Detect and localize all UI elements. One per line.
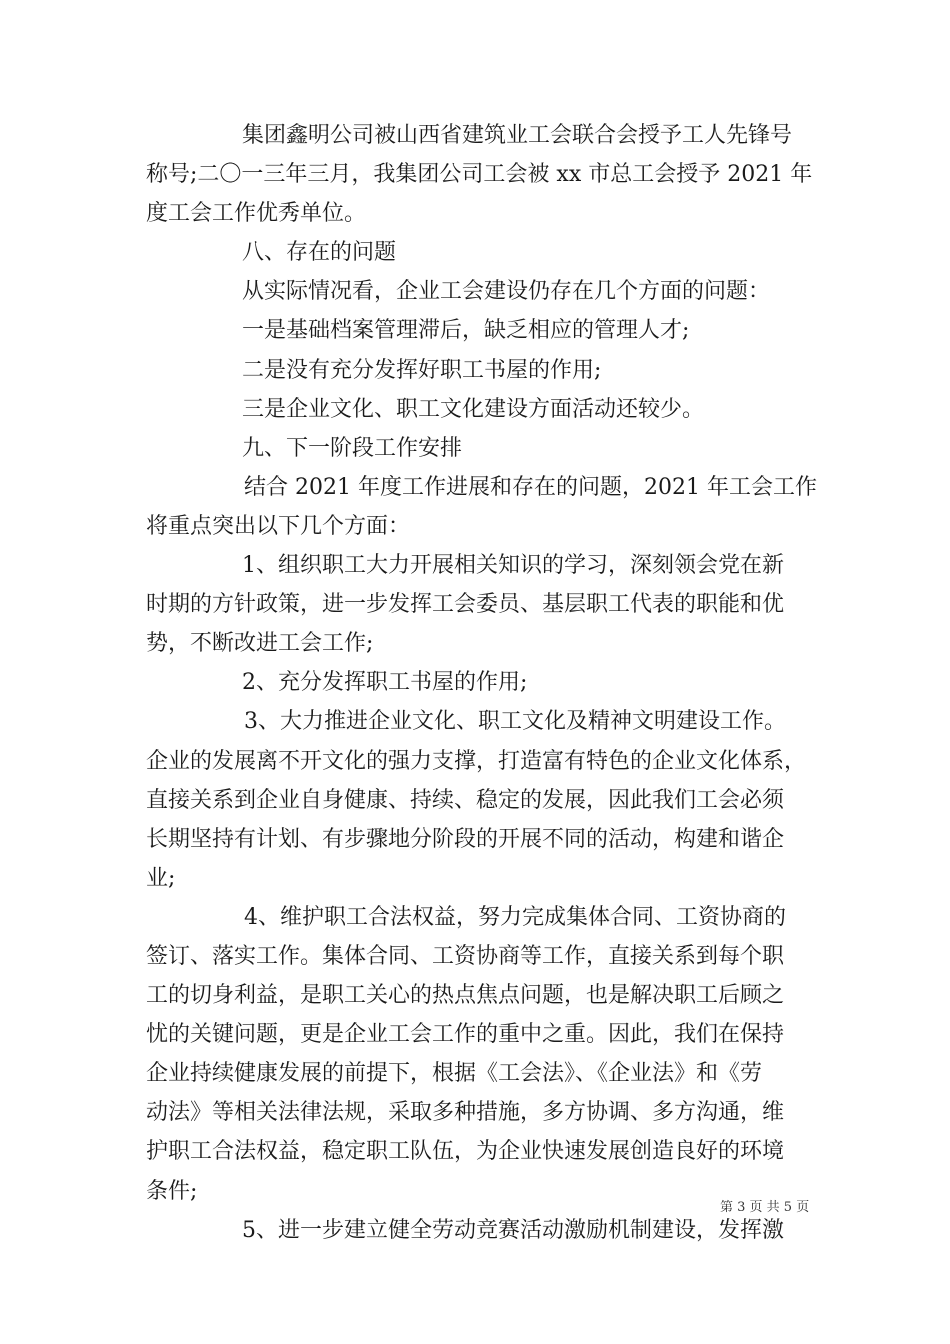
heading-problems <box>146 233 806 272</box>
heading-next-plan <box>146 429 806 468</box>
text-line: 从实际情况看，企业工会建设仍存在几个方面的问题： <box>242 279 771 305</box>
text-line: 三是企业文化、职工文化建设方面活动还较少。 <box>242 396 705 422</box>
text-line: 时期的方针政策，进一步发挥工会委员、基层职工代表的职能和优 <box>146 592 785 618</box>
text-line: 一是基础档案管理滞后，缺乏相应的管理人才; <box>242 318 690 344</box>
text-line: 3、大力推进企业文化、职工文化及精神文明建设工作。 <box>244 709 786 735</box>
text-line: 签订、落实工作。集体合同、工资协商等工作，直接关系到每个职 <box>146 943 785 969</box>
paragraph-plan-5 <box>146 1211 806 1250</box>
text-line: 业; <box>146 865 176 891</box>
text-line: 工的切身利益，是职工关心的热点焦点问题，也是解决职工后顾之 <box>146 983 785 1009</box>
text-line: 直接关系到企业自身健康、持续、稳定的发展，因此我们工会必须 <box>146 787 785 813</box>
paragraph-plan-intro <box>146 468 817 546</box>
paragraph-plan-1 <box>146 546 806 663</box>
paragraph-problem-1 <box>146 311 806 350</box>
paragraph-plan-2 <box>146 663 806 702</box>
text-line: 企业的发展离不开文化的强力支撑，打造富有特色的企业文化体系， <box>146 748 807 774</box>
text-line: 忧的关键问题，更是企业工会工作的重中之重。因此，我们在保持 <box>146 1022 785 1048</box>
text-line: 集团鑫明公司被山西省建筑业工会联合会授予工人先锋号 <box>242 123 793 148</box>
text-line: 度工会工作优秀单位。 <box>146 201 367 227</box>
paragraph-award <box>146 116 813 233</box>
body-text <box>146 116 817 1250</box>
text-line: 将重点突出以下几个方面： <box>146 513 411 539</box>
text-line: 势，不断改进工会工作; <box>146 631 374 657</box>
text-line: 4、维护职工合法权益，努力完成集体合同、工资协商的 <box>244 904 786 930</box>
page-number-footer: 第 3 页 共 5 页 <box>720 1200 810 1215</box>
text-line: 条件; <box>146 1178 198 1204</box>
section-heading: 八、存在的问题 <box>242 240 397 266</box>
paragraph-plan-3 <box>146 702 806 897</box>
text-line: 企业持续健康发展的前提下，根据《工会法》、《企业法》和《劳 <box>146 1061 763 1087</box>
paragraph-problem-3 <box>146 390 806 429</box>
paragraph-problems-intro <box>146 272 806 311</box>
text-line: 2、充分发挥职工书屋的作用; <box>242 670 528 696</box>
section-heading: 九、下一阶段工作安排 <box>242 435 463 461</box>
text-line: 护职工合法权益，稳定职工队伍，为企业快速发展创造良好的环境 <box>146 1139 785 1165</box>
text-line: 动法》等相关法律法规，采取多种措施，多方协调、多方沟通，维 <box>146 1100 785 1126</box>
text-line: 1、组织职工大力开展相关知识的学习，深刻领会党在新 <box>242 553 784 579</box>
text-line: 结合 2021 年度工作进展和存在的问题，2021 年工会工作 <box>244 474 817 500</box>
text-line: 长期坚持有计划、有步骤地分阶段的开展不同的活动，构建和谐企 <box>146 826 785 852</box>
text-line: 二是没有充分发挥好职工书屋的作用; <box>242 357 602 383</box>
paragraph-problem-2 <box>146 351 806 390</box>
text-line: 称号;二〇一三年三月，我集团公司工会被 xx 市总工会授予 2021 年 <box>146 162 813 188</box>
paragraph-plan-4 <box>146 898 806 1211</box>
text-line: 5、进一步建立健全劳动竞赛活动激励机制建设，发挥激 <box>242 1217 784 1243</box>
